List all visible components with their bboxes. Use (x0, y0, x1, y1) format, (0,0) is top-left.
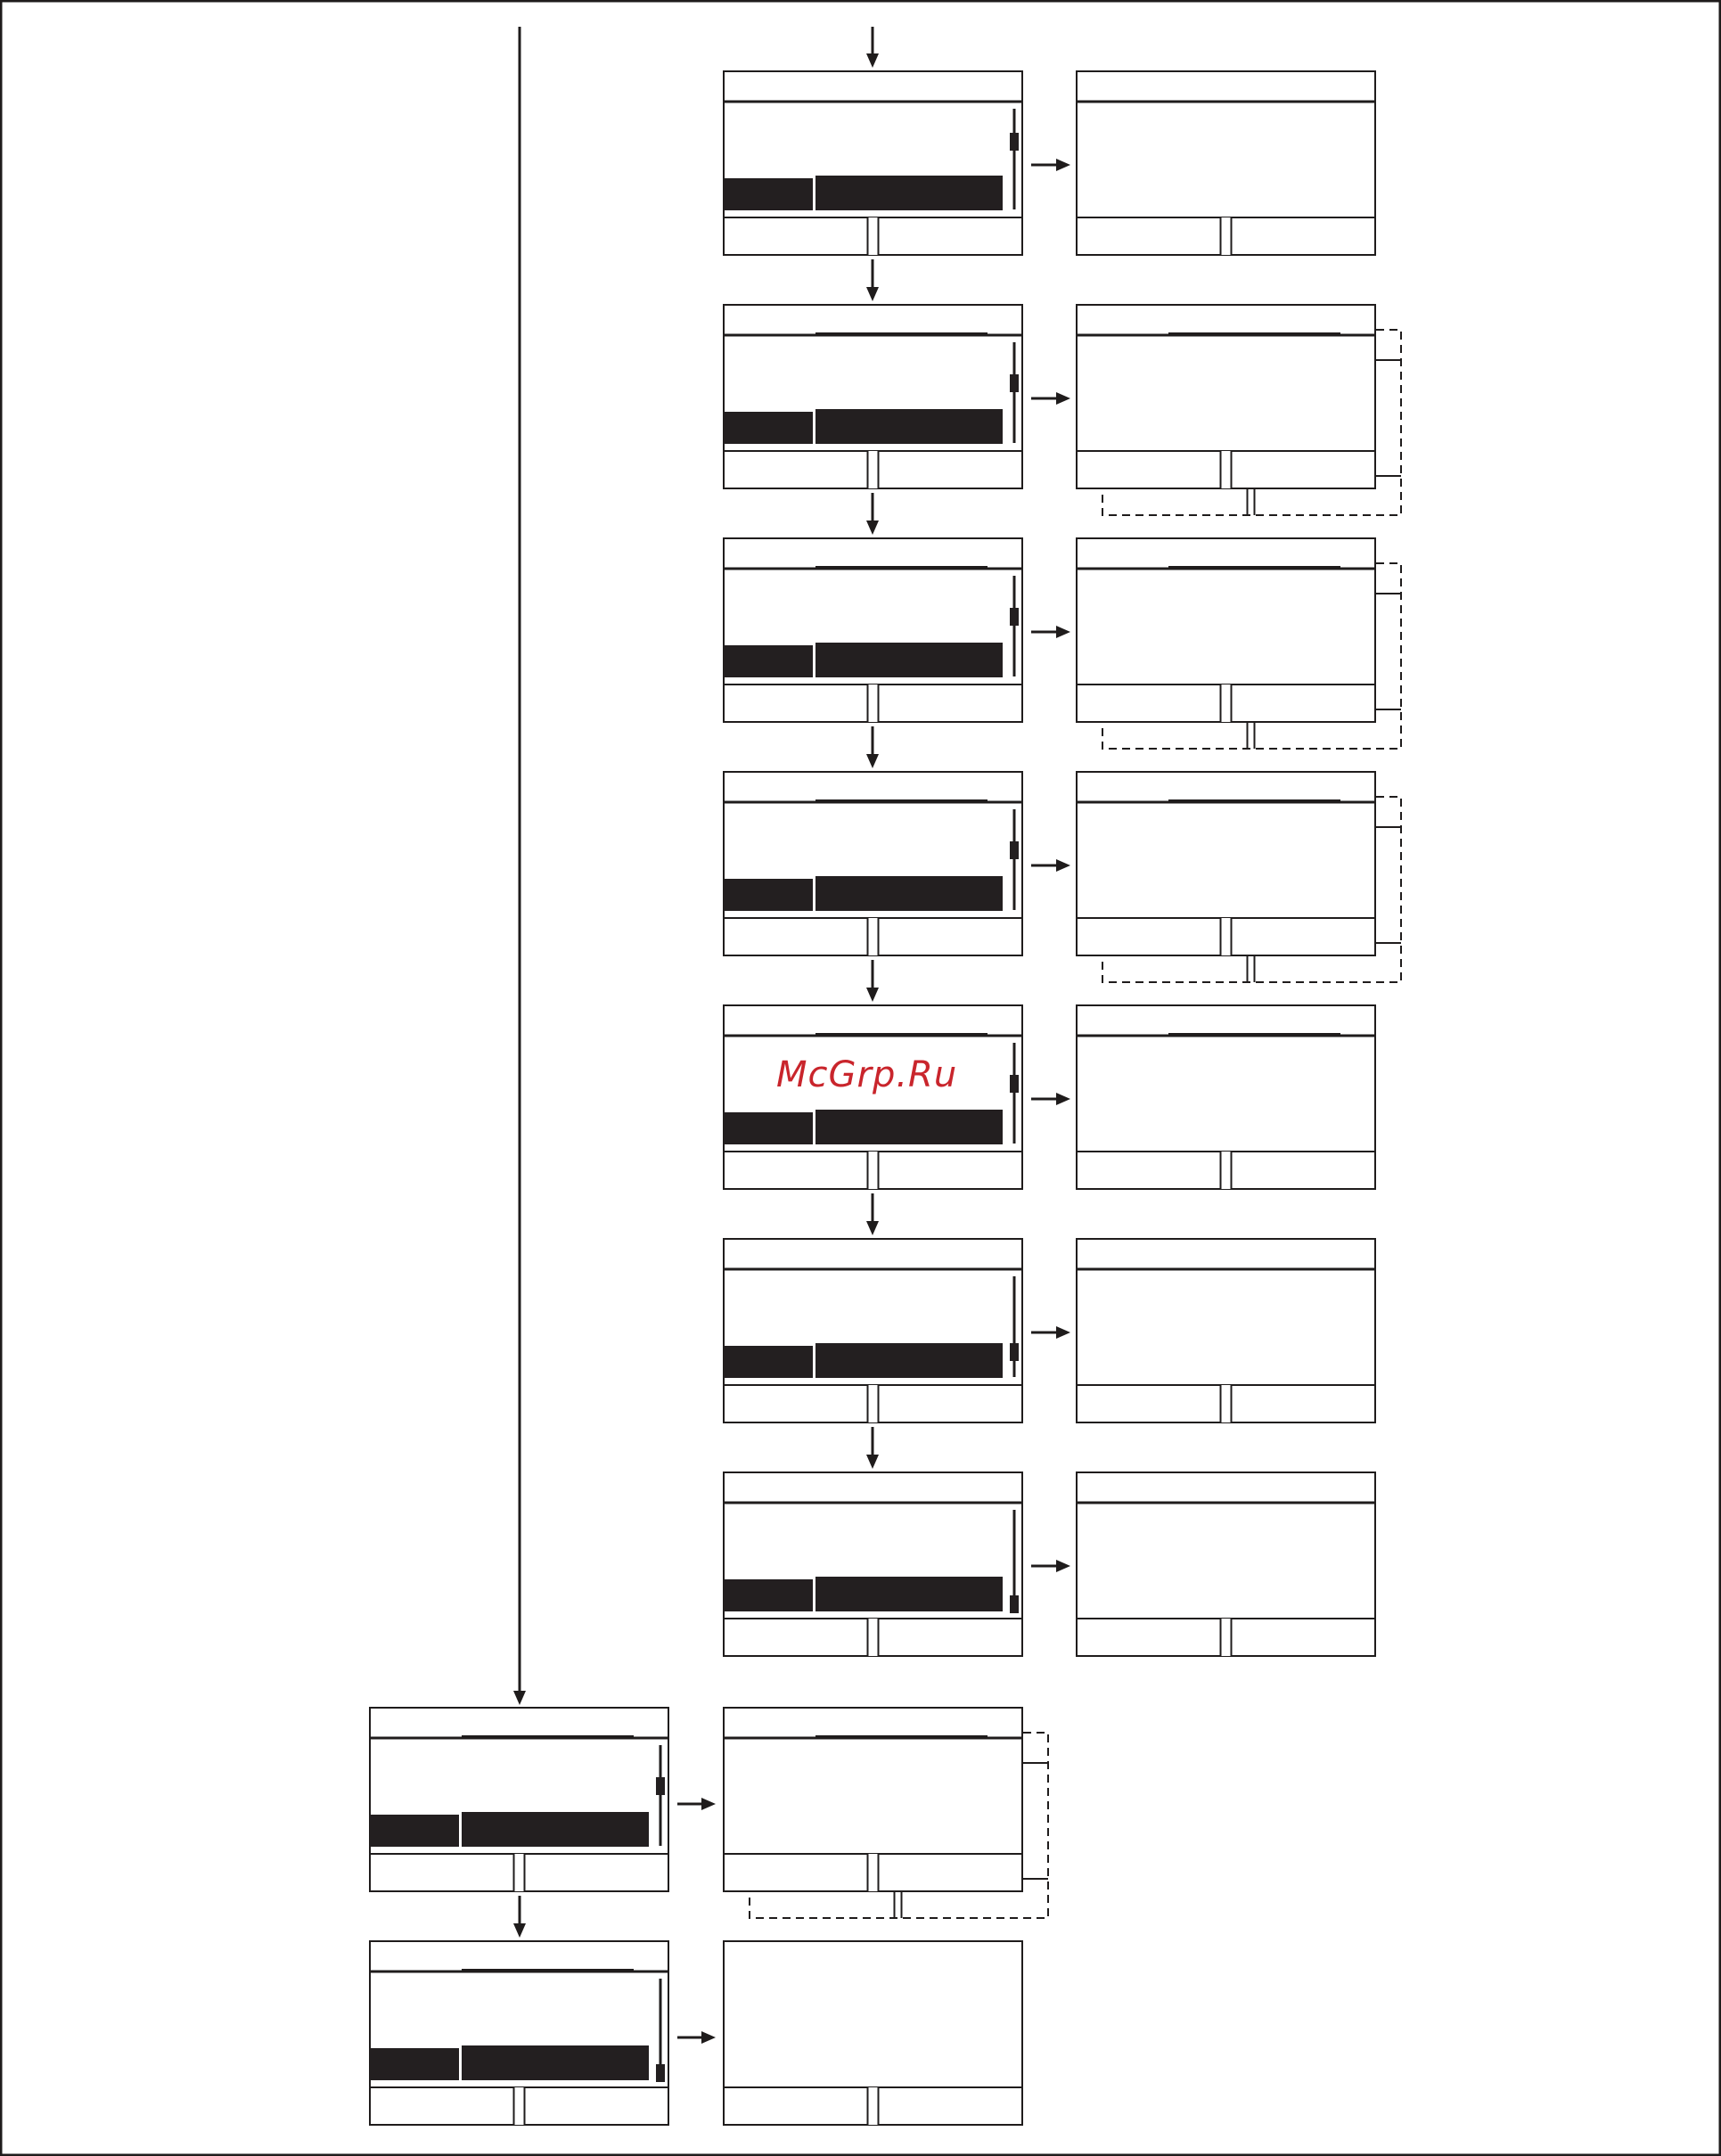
menu-screen-m5-highlight-right (815, 1110, 1003, 1144)
arrow-to-result-m1-head (1056, 159, 1070, 171)
menu-screen-m5-scrollbar-thumb (1010, 1075, 1019, 1093)
menu-screen-m2-highlight-left (724, 412, 813, 444)
lower-menu-screen-l1-softkey-gap (513, 1854, 526, 1891)
entry-arrow-head (866, 53, 879, 68)
long-down-arrow-head (513, 1691, 526, 1705)
result-screen-r7-softkey-gap (1220, 1619, 1233, 1656)
menu-screen-m3-highlight-right (815, 643, 1003, 677)
menu-screen-m7-highlight-right (815, 1577, 1003, 1611)
menu-screen-m7-scrollbar-thumb (1010, 1595, 1019, 1613)
menu-screen-m4-scrollbar-thumb (1010, 841, 1019, 859)
menu-screen-m4-softkey-gap (867, 918, 880, 955)
menu-screen-m6-scrollbar-thumb (1010, 1343, 1019, 1361)
result-screen-r4-softkey-gap (1220, 918, 1233, 955)
menu-screen-m2-softkey-gap (867, 451, 880, 488)
result-screen-r6-softkey-gap (1220, 1385, 1233, 1422)
menu-screen-m2-highlight-right (815, 409, 1003, 444)
menu-screen-m2-scrollbar-thumb (1010, 374, 1019, 392)
menu-screen-m1-highlight-right (815, 176, 1003, 210)
lower-menu-screen-l2-softkey-gap (513, 2087, 526, 2125)
lower-arrow-next-l1-head (513, 1923, 526, 1938)
menu-screen-m4-highlight-right (815, 876, 1003, 911)
lower-menu-screen-l1-highlight-right (462, 1812, 649, 1847)
menu-screen-m6-softkey-gap (867, 1385, 880, 1422)
arrow-to-result-m5-head (1056, 1093, 1070, 1105)
menu-screen-m1-softkey-gap (867, 217, 880, 255)
arrow-next-m1-head (866, 287, 879, 301)
arrow-next-m4-head (866, 988, 879, 1002)
menu-screen-m1-highlight-left (724, 178, 813, 210)
arrow-to-result-m4-head (1056, 859, 1070, 872)
watermark-text: McGrp.Ru (776, 1054, 958, 1095)
arrow-next-m5-head (866, 1221, 879, 1235)
arrow-to-result-m7-head (1056, 1560, 1070, 1572)
menu-screen-m3-highlight-left (724, 645, 813, 677)
arrow-to-result-m3-head (1056, 626, 1070, 638)
lower-result-screen-lr2-softkey-gap (867, 2087, 880, 2125)
menu-screen-m6-highlight-right (815, 1343, 1003, 1378)
menu-screen-m3-scrollbar-thumb (1010, 608, 1019, 626)
result-screen-r1-softkey-gap (1220, 217, 1233, 255)
result-screen-r2-softkey-gap (1220, 451, 1233, 488)
menu-screen-m6-highlight-left (724, 1346, 813, 1378)
arrow-to-result-m2-head (1056, 392, 1070, 405)
arrow-to-result-m6-head (1056, 1326, 1070, 1339)
menu-screen-m5-highlight-left (724, 1112, 813, 1144)
lower-menu-screen-l1-scrollbar-thumb (656, 1777, 665, 1795)
menu-screen-m7-highlight-left (724, 1579, 813, 1611)
menu-screen-m5-softkey-gap (867, 1152, 880, 1189)
lower-arrow-to-result-l1-head (701, 1798, 716, 1810)
lower-arrow-to-result-l2-head (701, 2031, 716, 2044)
lower-result-screen-lr1-softkey-gap (867, 1854, 880, 1891)
lower-menu-screen-l2-highlight-right (462, 2045, 649, 2080)
result-screen-r5-softkey-gap (1220, 1152, 1233, 1189)
menu-screen-m3-softkey-gap (867, 685, 880, 722)
arrow-next-m3-head (866, 754, 879, 768)
menu-screen-m7-softkey-gap (867, 1619, 880, 1656)
lower-menu-screen-l1-highlight-left (370, 1815, 459, 1847)
menu-screen-m1-scrollbar-thumb (1010, 133, 1019, 151)
lower-menu-screen-l2-scrollbar-thumb (656, 2064, 665, 2082)
arrow-next-m2-head (866, 521, 879, 535)
menu-screen-m4-highlight-left (724, 879, 813, 911)
arrow-next-m6-head (866, 1455, 879, 1469)
result-screen-r3-softkey-gap (1220, 685, 1233, 722)
lower-menu-screen-l2-highlight-left (370, 2048, 459, 2080)
